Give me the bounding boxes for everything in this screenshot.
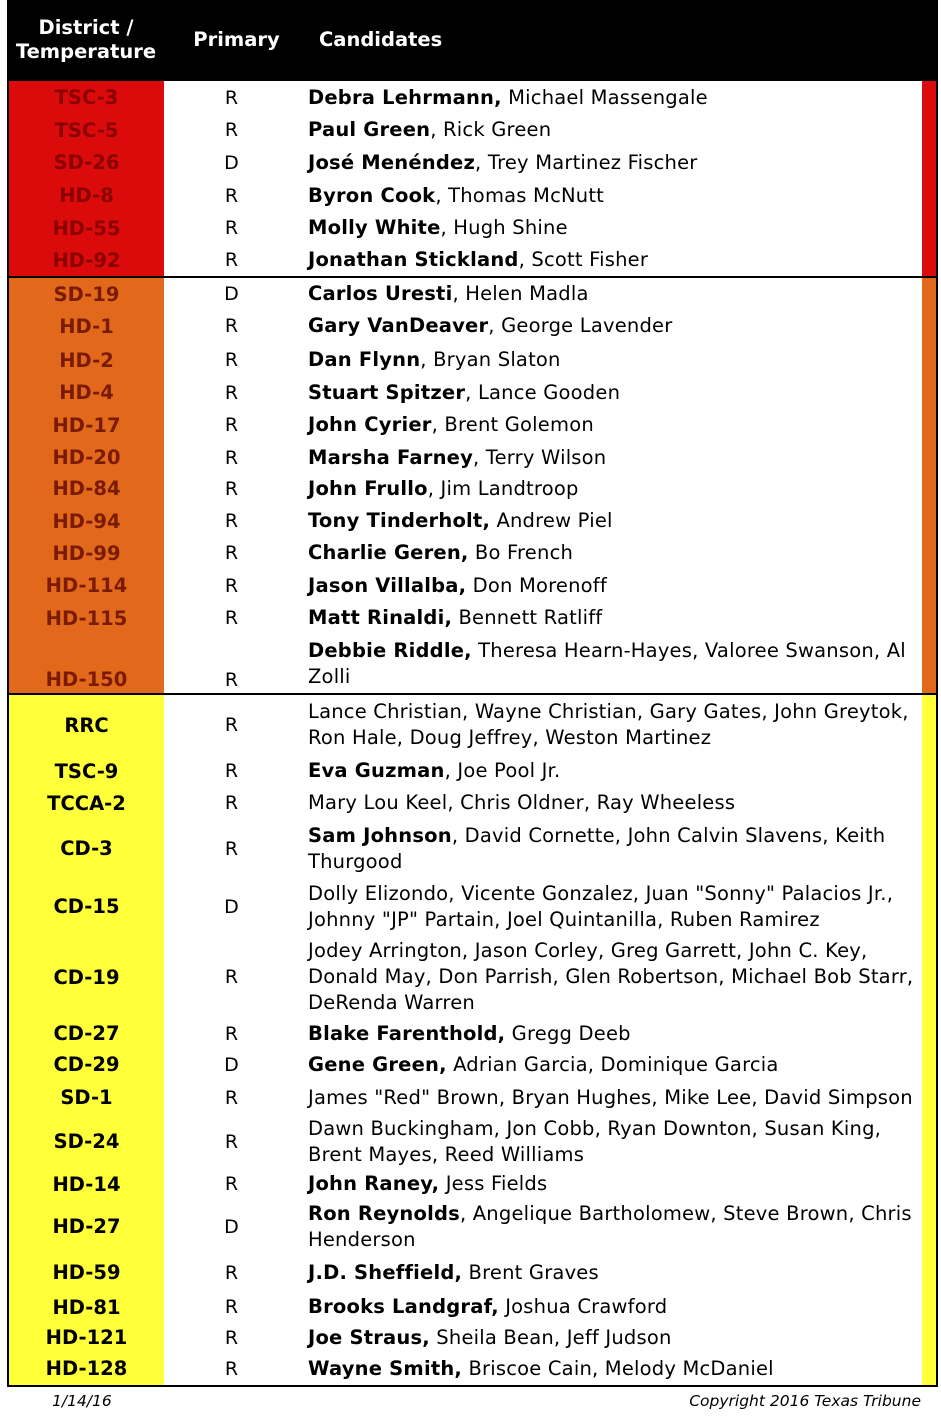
candidates-cell (299, 183, 936, 209)
district-cell: HD-150 (9, 634, 164, 693)
primary-cell: R (224, 86, 239, 109)
candidates-cell (299, 117, 936, 143)
other-candidates: Gregg Deeb (505, 1021, 631, 1045)
candidates-cell (299, 347, 936, 373)
footer-date: 1/14/16 (52, 1392, 112, 1410)
district-cell: HD-20 (9, 443, 164, 472)
district-cell: CD-27 (9, 1019, 164, 1048)
table-row (9, 472, 936, 505)
section-warm (7, 278, 938, 695)
district-cell: TCCA-2 (9, 787, 164, 819)
primary-cell: R (224, 184, 239, 207)
candidates-cell (299, 758, 936, 784)
candidates-cell (299, 215, 936, 241)
primary-cell: R (224, 1357, 239, 1380)
primary-cell: D (224, 1053, 239, 1076)
candidates-cell (299, 1325, 936, 1351)
table-row (9, 1291, 936, 1323)
other-candidates: , Jim Landtroop (427, 476, 579, 500)
primary-cell: R (224, 1173, 239, 1195)
other-candidates: Mary Lou Keel, Chris Oldner, Ray Wheeless (308, 791, 736, 814)
district-cell: HD-81 (9, 1291, 164, 1323)
table-row (9, 212, 936, 244)
candidates-cell (299, 1116, 936, 1168)
primary-column-header: Primary (193, 28, 280, 51)
table-row (9, 146, 936, 179)
leading-candidate: Tony Tinderholt, (308, 509, 491, 532)
primary-cell: R (224, 837, 239, 860)
leading-candidate: Molly White (308, 216, 441, 239)
table-row (9, 1019, 936, 1048)
candidates-cell (299, 313, 936, 339)
other-candidates: Don Morenoff (466, 573, 607, 597)
leading-candidate: Stuart Spitzer (308, 380, 466, 404)
leading-candidate: John Frullo (308, 476, 428, 500)
candidates-cell (299, 412, 936, 438)
other-candidates: , Bryan Slaton (420, 348, 561, 371)
primary-cell: R (224, 792, 239, 814)
table-row (9, 81, 936, 114)
candidates-cell (299, 1171, 936, 1197)
candidates-cell (299, 540, 936, 566)
candidates-cell (299, 380, 936, 406)
leading-candidate: Debbie Riddle, (308, 638, 472, 662)
other-candidates: , Brent Golemon (431, 413, 594, 436)
footer-copyright: Copyright 2016 Texas Tribune (689, 1392, 921, 1410)
candidates-cell (299, 445, 936, 471)
table-row (9, 634, 936, 693)
other-candidates: , Helen Madla (452, 282, 589, 305)
primary-cell: R (224, 1296, 239, 1318)
primary-cell: R (224, 414, 239, 436)
district-header-line1: District / (38, 15, 134, 39)
leading-candidate: Sam Johnson (308, 823, 452, 847)
table-header (7, 0, 938, 79)
primary-cell: D (224, 283, 239, 305)
other-candidates: Michael Massengale (501, 85, 708, 109)
other-candidates: Dolly Elizondo, Vicente Gonzalez, Juan "Sonny" Palacios Jr., Johnny "JP" Partain, Joel Quintanilla, Ruben Ramirez (308, 881, 894, 931)
district-cell: HD-114 (9, 569, 164, 602)
primary-cell: R (224, 714, 239, 736)
candidates-table (7, 0, 938, 1387)
candidates-cell (299, 85, 936, 111)
other-candidates: Bo French (468, 541, 574, 564)
other-candidates: Dawn Buckingham, Jon Cobb, Ryan Downton, Susan King, Brent Mayes, Reed Williams (308, 1116, 882, 1166)
table-row (9, 569, 936, 602)
other-candidates: , Lance Gooden (465, 380, 621, 404)
district-cell: HD-14 (9, 1169, 164, 1199)
leading-candidate: Gary VanDeaver (308, 314, 489, 337)
other-candidates: , David Cornette, John Calvin Slavens, Keith Thurgood (308, 823, 886, 873)
district-cell: HD-27 (9, 1199, 164, 1254)
primary-cell: R (224, 349, 239, 371)
leading-candidate: Brooks Landgraf, (308, 1295, 499, 1318)
candidates-cell (299, 938, 936, 1016)
table-row (9, 244, 936, 276)
primary-cell: R (224, 1022, 239, 1045)
other-candidates: Andrew Piel (490, 509, 613, 532)
table-row (9, 1048, 936, 1081)
table-row (9, 114, 936, 146)
primary-cell: D (224, 895, 239, 918)
primary-cell: R (224, 315, 239, 337)
other-candidates: , George Lavender (488, 314, 673, 337)
leading-candidate: Paul Green (308, 118, 431, 141)
district-cell: CD-29 (9, 1048, 164, 1081)
district-cell: HD-128 (9, 1352, 164, 1385)
primary-cell: R (224, 574, 239, 597)
table-row (9, 819, 936, 878)
district-column-header (8, 16, 164, 64)
candidates-cell (299, 699, 936, 751)
district-cell: HD-59 (9, 1254, 164, 1291)
table-row (9, 1352, 936, 1385)
table-row (9, 935, 936, 1019)
table-row (9, 537, 936, 569)
district-cell: SD-26 (9, 146, 164, 179)
table-row (9, 755, 936, 787)
table-row (9, 1254, 936, 1291)
leading-candidate: Debra Lehrmann, (308, 85, 502, 109)
primary-cell: R (224, 1326, 239, 1349)
table-row (9, 695, 936, 755)
table-row (9, 787, 936, 819)
primary-cell: R (224, 1130, 239, 1153)
candidates-cell (299, 638, 936, 690)
table-row (9, 407, 936, 443)
candidates-cell (299, 247, 936, 273)
district-cell: HD-99 (9, 537, 164, 569)
district-cell: HD-121 (9, 1323, 164, 1352)
table-row (9, 1114, 936, 1169)
other-candidates: Jodey Arrington, Jason Corley, Greg Garrett, John C. Key, Donald May, Don Parrish, Glen Robertson, Michael Bob Starr, DeRenda Warren (308, 939, 914, 1014)
table-row (9, 443, 936, 472)
primary-cell: R (224, 381, 239, 404)
primary-cell: R (224, 542, 239, 564)
district-cell: TSC-3 (9, 81, 164, 114)
primary-cell: R (224, 1086, 239, 1109)
candidates-cell (299, 1260, 936, 1286)
district-cell: SD-24 (9, 1114, 164, 1169)
primary-cell: R (224, 477, 239, 500)
district-cell: CD-15 (9, 878, 164, 935)
district-cell: HD-84 (9, 472, 164, 505)
other-candidates: Adrian Garcia, Dominique Garcia (446, 1052, 779, 1076)
other-candidates: Joshua Crawford (498, 1295, 668, 1318)
table-row (9, 1169, 936, 1199)
candidates-cell (299, 1294, 936, 1320)
district-cell: HD-115 (9, 602, 164, 634)
candidates-cell (299, 476, 936, 502)
table-row (9, 378, 936, 407)
leading-candidate: Carlos Uresti (308, 282, 453, 305)
other-candidates: James "Red" Brown, Bryan Hughes, Mike Lee, David Simpson (308, 1085, 913, 1109)
leading-candidate: John Cyrier (308, 413, 432, 436)
table-row (9, 1081, 936, 1114)
primary-cell: R (224, 1261, 239, 1284)
primary-cell: R (224, 119, 239, 141)
leading-candidate: J.D. Sheffield, (308, 1260, 463, 1284)
other-candidates: , Trey Martinez Fischer (475, 150, 698, 174)
leading-candidate: Blake Farenthold, (308, 1021, 506, 1045)
primary-cell: R (224, 510, 239, 532)
other-candidates: Briscoe Cain, Melody McDaniel (462, 1356, 774, 1380)
other-candidates: , Joe Pool Jr. (444, 759, 561, 782)
primary-cell: R (224, 669, 239, 691)
other-candidates: Bennett Ratliff (452, 606, 603, 629)
candidates-cell (299, 1052, 936, 1078)
leading-candidate: Wayne Smith, (308, 1356, 463, 1380)
candidates-cell (299, 1201, 936, 1253)
primary-cell: R (224, 607, 239, 629)
candidates-cell (299, 508, 936, 534)
primary-cell: R (224, 966, 239, 988)
other-candidates: Theresa Hearn-Hayes, Valoree Swanson, Al Zolli (308, 638, 906, 688)
candidates-cell (299, 573, 936, 599)
candidates-cell (299, 1021, 936, 1047)
table-row (9, 342, 936, 378)
candidates-cell (299, 823, 936, 875)
district-cell: HD-92 (9, 244, 164, 276)
leading-candidate: Dan Flynn (308, 348, 421, 371)
primary-cell: D (224, 1215, 239, 1238)
leading-candidate: Charlie Geren, (308, 541, 469, 564)
other-candidates: Lance Christian, Wayne Christian, Gary Gates, John Greytok, Ron Hale, Doug Jeffrey, Weston Martinez (308, 700, 909, 749)
leading-candidate: Eva Guzman (308, 759, 445, 782)
other-candidates: , Thomas McNutt (435, 183, 605, 207)
candidates-cell (299, 790, 936, 816)
section-hot (7, 79, 938, 278)
table-row (9, 1199, 936, 1254)
primary-cell: D (224, 151, 239, 174)
leading-candidate: Jason Villalba, (308, 573, 467, 597)
table-row (9, 179, 936, 212)
district-cell: HD-55 (9, 212, 164, 244)
district-cell: CD-3 (9, 819, 164, 878)
leading-candidate: John Raney, (308, 1172, 440, 1195)
other-candidates: Jess Fields (439, 1172, 548, 1195)
primary-cell: R (224, 760, 239, 782)
primary-cell: R (224, 217, 239, 239)
table-row (9, 602, 936, 634)
leading-candidate: Matt Rinaldi, (308, 606, 453, 629)
leading-candidate: José Menéndez (308, 150, 476, 174)
candidates-cell (299, 605, 936, 631)
leading-candidate: Gene Green, (308, 1052, 447, 1076)
table-row (9, 505, 936, 537)
district-cell: TSC-9 (9, 755, 164, 787)
leading-candidate: Joe Straus, (308, 1325, 430, 1349)
table-row (9, 878, 936, 935)
other-candidates: , Scott Fisher (518, 248, 649, 271)
district-header-line2: Temperature (15, 39, 157, 63)
candidates-column-header: Candidates (319, 28, 443, 51)
district-cell: HD-94 (9, 505, 164, 537)
other-candidates: Sheila Bean, Jeff Judson (429, 1325, 672, 1349)
primary-cell: R (224, 446, 239, 469)
table-row (9, 278, 936, 310)
district-cell: HD-1 (9, 310, 164, 342)
leading-candidate: Ron Reynolds (308, 1201, 460, 1225)
other-candidates: , Angelique Bartholomew, Steve Brown, Chris Henderson (308, 1201, 912, 1251)
district-cell: SD-19 (9, 278, 164, 310)
district-cell: RRC (9, 695, 164, 755)
other-candidates: , Hugh Shine (440, 216, 568, 239)
district-cell: CD-19 (9, 935, 164, 1019)
leading-candidate: Jonathan Stickland (308, 248, 519, 271)
district-cell: HD-8 (9, 179, 164, 212)
primary-cell: R (224, 249, 239, 271)
district-cell: HD-2 (9, 342, 164, 378)
district-cell: HD-4 (9, 378, 164, 407)
table-row (9, 310, 936, 342)
table-row (9, 1323, 936, 1352)
section-mild (7, 695, 938, 1387)
district-cell: TSC-5 (9, 114, 164, 146)
candidates-cell (299, 1356, 936, 1382)
leading-candidate: Byron Cook (308, 183, 436, 207)
district-cell: SD-1 (9, 1081, 164, 1114)
other-candidates: Brent Graves (462, 1260, 599, 1284)
leading-candidate: Marsha Farney (308, 445, 473, 469)
candidates-cell (299, 1085, 936, 1111)
candidates-cell (299, 281, 936, 307)
other-candidates: , Terry Wilson (473, 445, 607, 469)
candidates-cell (299, 881, 936, 933)
district-cell: HD-17 (9, 407, 164, 443)
other-candidates: , Rick Green (430, 118, 552, 141)
candidates-cell (299, 150, 936, 176)
